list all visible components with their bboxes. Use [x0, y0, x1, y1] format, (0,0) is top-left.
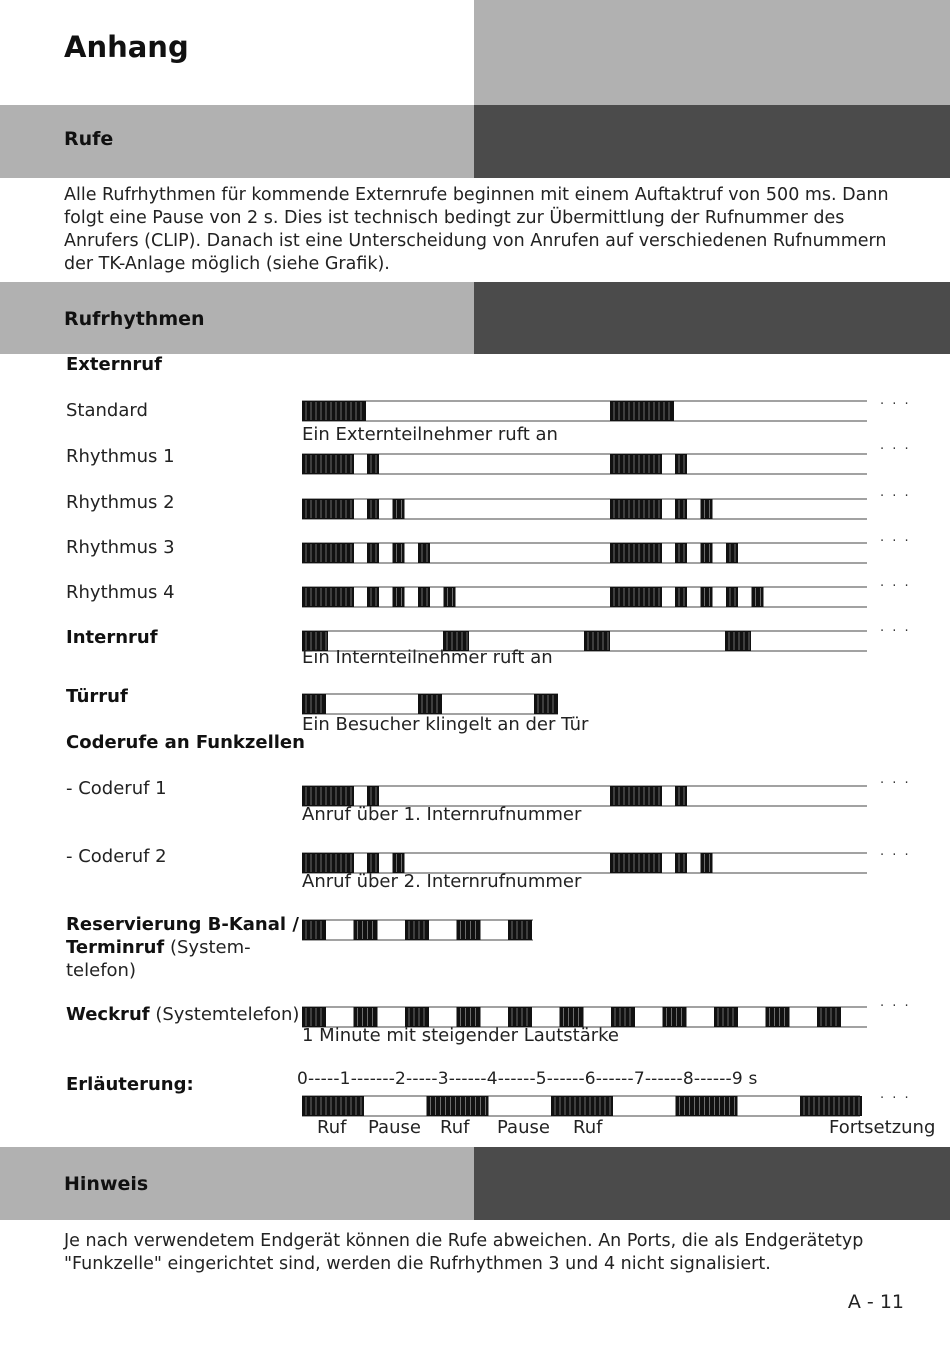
ring-segment — [534, 694, 558, 714]
section-title-rufe: Rufe — [64, 128, 114, 150]
ring-segment — [393, 499, 405, 519]
rhythm-label-coderuf-2: - Coderuf 2 — [66, 846, 167, 867]
legend-ruf-3: Ruf — [573, 1117, 603, 1138]
time-scale: 0-----1-------2-----3------4------5------6------7------8------9 s — [297, 1069, 758, 1089]
section-band-rufrhythmen-dark — [474, 282, 950, 354]
ring-segment — [701, 587, 713, 607]
rhythm-label-coderuf-1: - Coderuf 1 — [66, 778, 167, 799]
ring-segment — [726, 543, 738, 563]
legend-pause-2: Pause — [497, 1117, 550, 1138]
legend-ruf-1: Ruf — [317, 1117, 347, 1138]
continuation-dots: · · · — [880, 848, 911, 863]
ring-segment — [675, 454, 687, 474]
ring-segment — [675, 786, 687, 806]
ring-segment — [508, 920, 532, 940]
ring-segment — [701, 499, 713, 519]
ring-segment — [611, 1007, 635, 1027]
rhythm-diagram-rhythmus-2 — [300, 483, 900, 523]
ring-segment — [663, 1007, 687, 1027]
page-number: A - 11 — [847, 1291, 904, 1313]
ring-segment — [367, 786, 379, 806]
rhythm-label-rhythmus-2: Rhythmus 2 — [66, 492, 175, 513]
ring-segment — [701, 543, 713, 563]
ring-segment — [508, 1007, 532, 1027]
ring-segment — [302, 543, 354, 563]
coderufe-heading: Coderufe an Funkzellen — [66, 732, 305, 753]
continuation-dots: · · · — [880, 624, 911, 639]
externruf-heading: Externruf — [66, 354, 162, 375]
rhythm-diagram-rhythmus-1 — [300, 438, 900, 478]
rhythm-label-rhythmus-4: Rhythmus 4 — [66, 582, 175, 603]
ring-segment — [302, 853, 354, 873]
ring-segment — [817, 1007, 841, 1027]
rhythm-diagram-reservierung — [300, 914, 900, 944]
erlaeuterung-heading: Erläuterung: — [66, 1074, 194, 1095]
ring-segment — [405, 1007, 429, 1027]
ring-segment — [302, 499, 354, 519]
continuation-dots: · · · — [880, 489, 911, 504]
ring-segment — [302, 454, 354, 474]
coderuf-2-caption: Anruf über 2. Internrufnummer — [302, 871, 582, 892]
ring-segment — [610, 454, 662, 474]
ring-segment — [418, 694, 442, 714]
ring-segment — [302, 587, 354, 607]
continuation-dots: · · · — [880, 579, 911, 594]
ring-segment — [393, 543, 405, 563]
continuation-dots: · · · — [880, 442, 911, 457]
ring-segment — [610, 587, 662, 607]
ring-segment — [610, 786, 662, 806]
ring-segment — [800, 1096, 862, 1116]
ring-segment — [302, 920, 326, 940]
ring-segment — [427, 1096, 489, 1116]
ring-segment — [302, 694, 326, 714]
continuation-dots: · · · — [880, 999, 911, 1014]
ring-segment — [675, 587, 687, 607]
ring-segment — [457, 920, 481, 940]
ring-segment — [367, 454, 379, 474]
ring-segment — [701, 853, 713, 873]
ring-segment — [418, 543, 430, 563]
ring-segment — [675, 499, 687, 519]
rufe-paragraph: Alle Rufrhythmen für kommende Externrufe beginnen mit einem Auftaktruf von 500 ms. Dann folgt eine Pause von 2 s. Dies ist technisch bedingt zur Übermittlung der Rufnummer des Anrufers (CLIP). Danach ist eine Unterscheidung von Anrufen auf verschiedenen Rufnummern der TK-Anlage möglich (siehe Grafik). — [64, 185, 889, 274]
legend-ruf-2: Ruf — [440, 1117, 470, 1138]
rhythm-diagram-rhythmus-3 — [300, 527, 900, 567]
rhythm-diagram-rhythmus-4 — [300, 571, 900, 611]
ring-segment — [367, 543, 379, 563]
ring-segment — [302, 1007, 326, 1027]
ring-segment — [367, 853, 379, 873]
rhythm-diagram-erlaeuterung — [300, 1090, 900, 1120]
internruf-heading: Internruf — [66, 627, 158, 648]
ring-segment — [610, 401, 674, 421]
externruf-caption: Ein Externteilnehmer ruft an — [302, 424, 558, 445]
ring-segment — [610, 543, 662, 563]
continuation-dots: · · · — [880, 534, 911, 549]
ring-segment — [444, 587, 456, 607]
header-band-right — [474, 0, 950, 105]
ring-segment — [675, 853, 687, 873]
ring-segment — [610, 853, 662, 873]
section-band-rufe-dark — [474, 105, 950, 178]
ring-segment — [302, 786, 354, 806]
ring-segment — [610, 499, 662, 519]
ring-segment — [560, 1007, 584, 1027]
legend-pause-1: Pause — [368, 1117, 421, 1138]
ring-segment — [393, 587, 405, 607]
rhythm-diagram-standard — [300, 395, 900, 425]
internruf-caption: Ein Internteilnehmer ruft an — [302, 647, 553, 668]
ring-segment — [725, 631, 751, 651]
tuerruf-caption: Ein Besucher klingelt an der Tür — [302, 714, 589, 735]
page-title: Anhang — [64, 30, 189, 64]
continuation-dots: · · · — [880, 776, 911, 791]
legend-fortsetzung: Fortsetzung — [829, 1117, 936, 1138]
ring-segment — [584, 631, 610, 651]
hinweis-paragraph: Je nach verwendetem Endgerät können die Rufe abweichen. An Ports, die als Endgerätetyp "Funkzelle" eingerichtet sind, werden die Rufrhythmen 3 und 4 nicht signalisiert. — [64, 1231, 864, 1274]
ring-segment — [302, 401, 366, 421]
continuation-dots: · · · — [880, 1091, 911, 1106]
rhythm-label-rhythmus-1: Rhythmus 1 — [66, 446, 175, 467]
ring-segment — [367, 499, 379, 519]
rhythm-label-standard: Standard — [66, 400, 148, 421]
weckruf-caption: 1 Minute mit steigender Lautstärke — [302, 1025, 619, 1046]
ring-segment — [766, 1007, 790, 1027]
ring-segment — [714, 1007, 738, 1027]
ring-segment — [302, 1096, 364, 1116]
coderuf-1-caption: Anruf über 1. Internrufnummer — [302, 804, 582, 825]
ring-segment — [457, 1007, 481, 1027]
ring-segment — [405, 920, 429, 940]
ring-segment — [367, 587, 379, 607]
ring-segment — [354, 1007, 378, 1027]
ring-segment — [354, 920, 378, 940]
ring-segment — [418, 587, 430, 607]
ring-segment — [726, 587, 738, 607]
section-title-hinweis: Hinweis — [64, 1173, 149, 1195]
ring-segment — [752, 587, 764, 607]
ring-segment — [676, 1096, 738, 1116]
ring-segment — [675, 543, 687, 563]
ring-segment — [551, 1096, 613, 1116]
continuation-dots: · · · — [880, 397, 911, 412]
weckruf-heading: Weckruf (Systemtelefon) — [66, 1004, 300, 1025]
reservierung-heading: Reservierung B-Kanal / Terminruf (System- telefon) — [66, 914, 299, 981]
section-title-rufrhythmen: Rufrhythmen — [64, 308, 205, 330]
tuerruf-heading: Türruf — [66, 686, 128, 707]
rhythm-label-rhythmus-3: Rhythmus 3 — [66, 537, 175, 558]
ring-segment — [393, 853, 405, 873]
section-band-hinweis-dark — [474, 1147, 950, 1220]
